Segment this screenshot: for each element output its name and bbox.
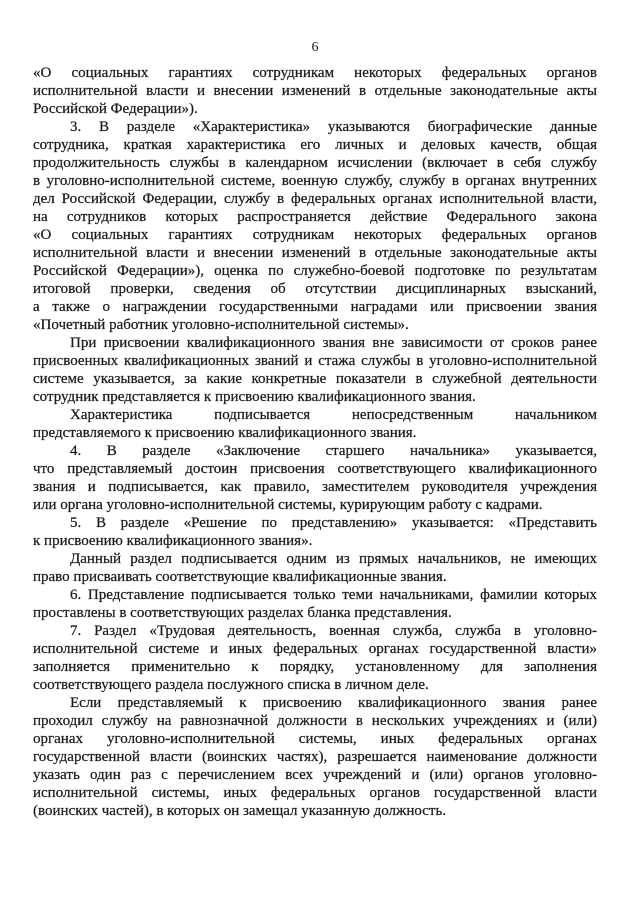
text-line: 5. В разделе «Решение по представлению» указывается: «Представить — [70, 515, 597, 531]
text-line: проставлены в соответствующих разделах бланка представления. — [33, 605, 452, 621]
text-line: соответствующего раздела послужного списка в личном деле. — [33, 677, 429, 693]
text-line: Характеристика подписывается непосредственным начальником — [70, 407, 597, 423]
paragraph — [33, 550, 597, 586]
paragraph — [33, 118, 597, 334]
text-line: дел Российской Федерации, службу в федеральных органах исполнительной власти, — [33, 191, 597, 207]
text-line: к присвоению квалификационного звания». — [33, 533, 313, 549]
paragraph — [33, 622, 597, 694]
text-line: 3. В разделе «Характеристика» указываются биографические данные — [70, 119, 597, 135]
text-line: проходил службу на равнозначной должности в нескольких учреждениях и (или) — [33, 713, 597, 729]
text-line: 6. Представление подписывается только теми начальниками, фамилии которых — [70, 587, 597, 603]
text-line: или органа уголовно-исполнительной системы, курирующим работу с кадрами. — [33, 497, 543, 513]
text-line: «О социальных гарантиях сотрудникам некоторых федеральных органов — [33, 227, 597, 243]
text-line: присвоенных квалификационных званий и стажа службы в уголовно-исполнительной — [33, 353, 597, 369]
text-line: системе указывается, за какие конкретные показатели в служебной деятельности — [33, 371, 597, 387]
text-line: представляемого к присвоению квалификационного звания. — [33, 425, 417, 441]
text-line: а также о награждении государственными наградами или присвоении звания — [33, 299, 597, 315]
text-line: продолжительность службы в календарном исчислении (включает в себя службу — [33, 155, 597, 171]
text-line: что представляемый достоин присвоения соответствующего квалификационного — [33, 461, 597, 477]
text-line: итоговой проверки, сведения об отсутствии дисциплинарных взысканий, — [33, 281, 597, 297]
page-number: 6 — [311, 40, 319, 55]
text-line: заполняется применительно к порядку, установленному для заполнения — [33, 659, 597, 675]
text-line: сотрудника, краткая характеристика его личных и деловых качеств, общая — [33, 137, 597, 153]
text-line: «О социальных гарантиях сотрудникам некоторых федеральных органов — [33, 65, 597, 81]
paragraph — [33, 406, 597, 442]
paragraph — [33, 514, 597, 550]
text-line: (воинских частей), в которых он замещал указанную должность. — [33, 803, 447, 819]
text-line: 7. Раздел «Трудовая деятельность, военная служба, служба в уголовно- — [70, 623, 597, 639]
text-line: При присвоении квалификационного звания вне зависимости от сроков ранее — [70, 335, 597, 351]
text-line: 4. В разделе «Заключение старшего начальника» указывается, — [70, 443, 597, 459]
text-line: в уголовно-исполнительной системе, военную службу, службу в органах внутренних — [33, 173, 597, 189]
document-body — [33, 64, 597, 820]
text-line: сотрудник представляется к присвоению квалификационного звания. — [33, 389, 476, 405]
paragraph — [33, 586, 597, 622]
text-line: Если представляемый к присвоению квалификационного звания ранее — [70, 695, 597, 711]
text-line: Российской Федерации»). — [33, 101, 198, 117]
paragraph — [33, 442, 597, 514]
paragraph — [33, 64, 597, 118]
text-line: право присваивать соответствующие квалификационные звания. — [33, 569, 447, 585]
text-line: исполнительной системы, иных федеральных органов государственной власти — [33, 785, 597, 801]
paragraph — [33, 694, 597, 820]
text-line: Данный раздел подписывается одним из прямых начальников, не имеющих — [70, 551, 597, 567]
text-line: органах уголовно-исполнительной системы, иных федеральных органах — [33, 731, 597, 747]
text-line: Российской Федерации»), оценка по служебно-боевой подготовке по результатам — [33, 263, 597, 279]
text-line: исполнительной системе и иных федеральных органах государственной власти» — [33, 641, 597, 657]
text-line: исполнительной власти и внесении изменений в отдельные законодательные акты — [33, 83, 597, 99]
text-line: звания и подписывается, как правило, заместителем руководителя учреждения — [33, 479, 597, 495]
text-line: указать один раз с перечислением всех учреждений и (или) органов уголовно- — [33, 767, 597, 783]
paragraph — [33, 334, 597, 406]
text-line: исполнительной власти и внесении изменений в отдельные законодательные акты — [33, 245, 597, 261]
text-line: «Почетный работник уголовно-исполнительной системы». — [33, 317, 409, 333]
text-line: на сотрудников которых распространяется действие Федерального закона — [33, 209, 597, 225]
text-line: государственной власти (воинских частях), разрешается наименование должности — [33, 749, 597, 765]
